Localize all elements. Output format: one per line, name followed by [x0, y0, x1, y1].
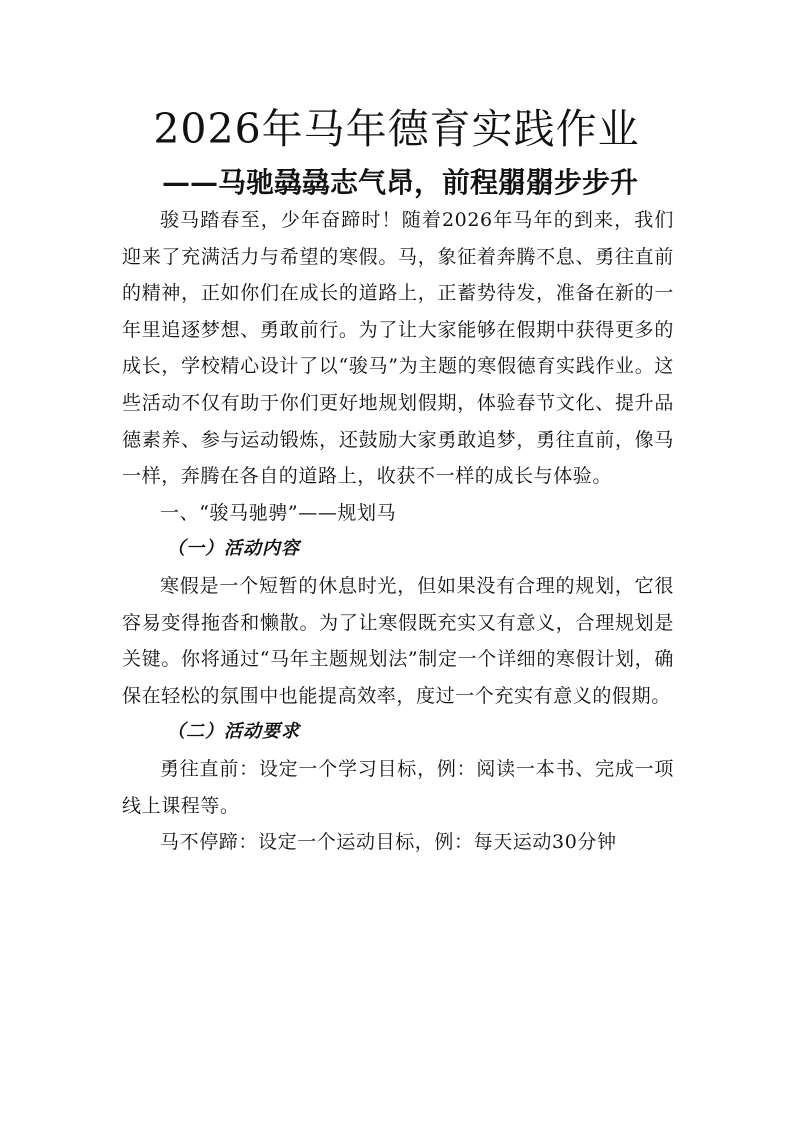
section-heading: 一、“骏马驰骋”——规划马 — [160, 501, 397, 524]
intro-paragraph: 骏马踏春至，少年奋蹄时！随着2026年马年的到来，我们迎来了充满活力与希望的寒假。马，象征着奔腾不息、勇往直前的精神，正如你们在成长的道路上，正蓄势待发，准备在新的一年里追逐梦想、勇敢前行。为了让大家能够在假期中获得更多的成长，学校精心设计了以“骏马”为主题的寒假德育实践作业。这些活动不仅有助于你们更好地规划假期，体验春节文化、提升品德素养、参与运动锻炼，还鼓励大家勇敢追梦，勇往直前，像马一样，奔腾在各自的道路上，收获不一样的成长与体验。 — [122, 209, 674, 488]
requirement-item-exercise: 马不停蹄：设定一个运动目标，例：每天运动30分钟 — [160, 831, 617, 854]
document-body — [122, 202, 674, 861]
document-subtitle: ——马驰骉骉志气昂，前程朤朤步步升 — [161, 166, 638, 199]
document-title: 2026年马年德育实践作业 — [153, 105, 640, 153]
subsection-heading-content: （一）活动内容 — [167, 538, 300, 560]
activity-content-paragraph: 寒假是一个短暂的休息时光，但如果没有合理的规划，它很容易变得拖沓和懒散。为了让寒假既充实又有意义，合理规划是关键。你将通过“马年主题规划法”制定一个详细的寒假计划，确保在轻松的氛围中也能提高效率，度过一个充实有意义的假期。 — [122, 574, 674, 707]
requirement-item-study: 勇往直前：设定一个学习目标，例：阅读一本书、完成一项线上课程等。 — [122, 757, 674, 817]
subsection-heading-requirements: （二）活动要求 — [167, 721, 300, 743]
